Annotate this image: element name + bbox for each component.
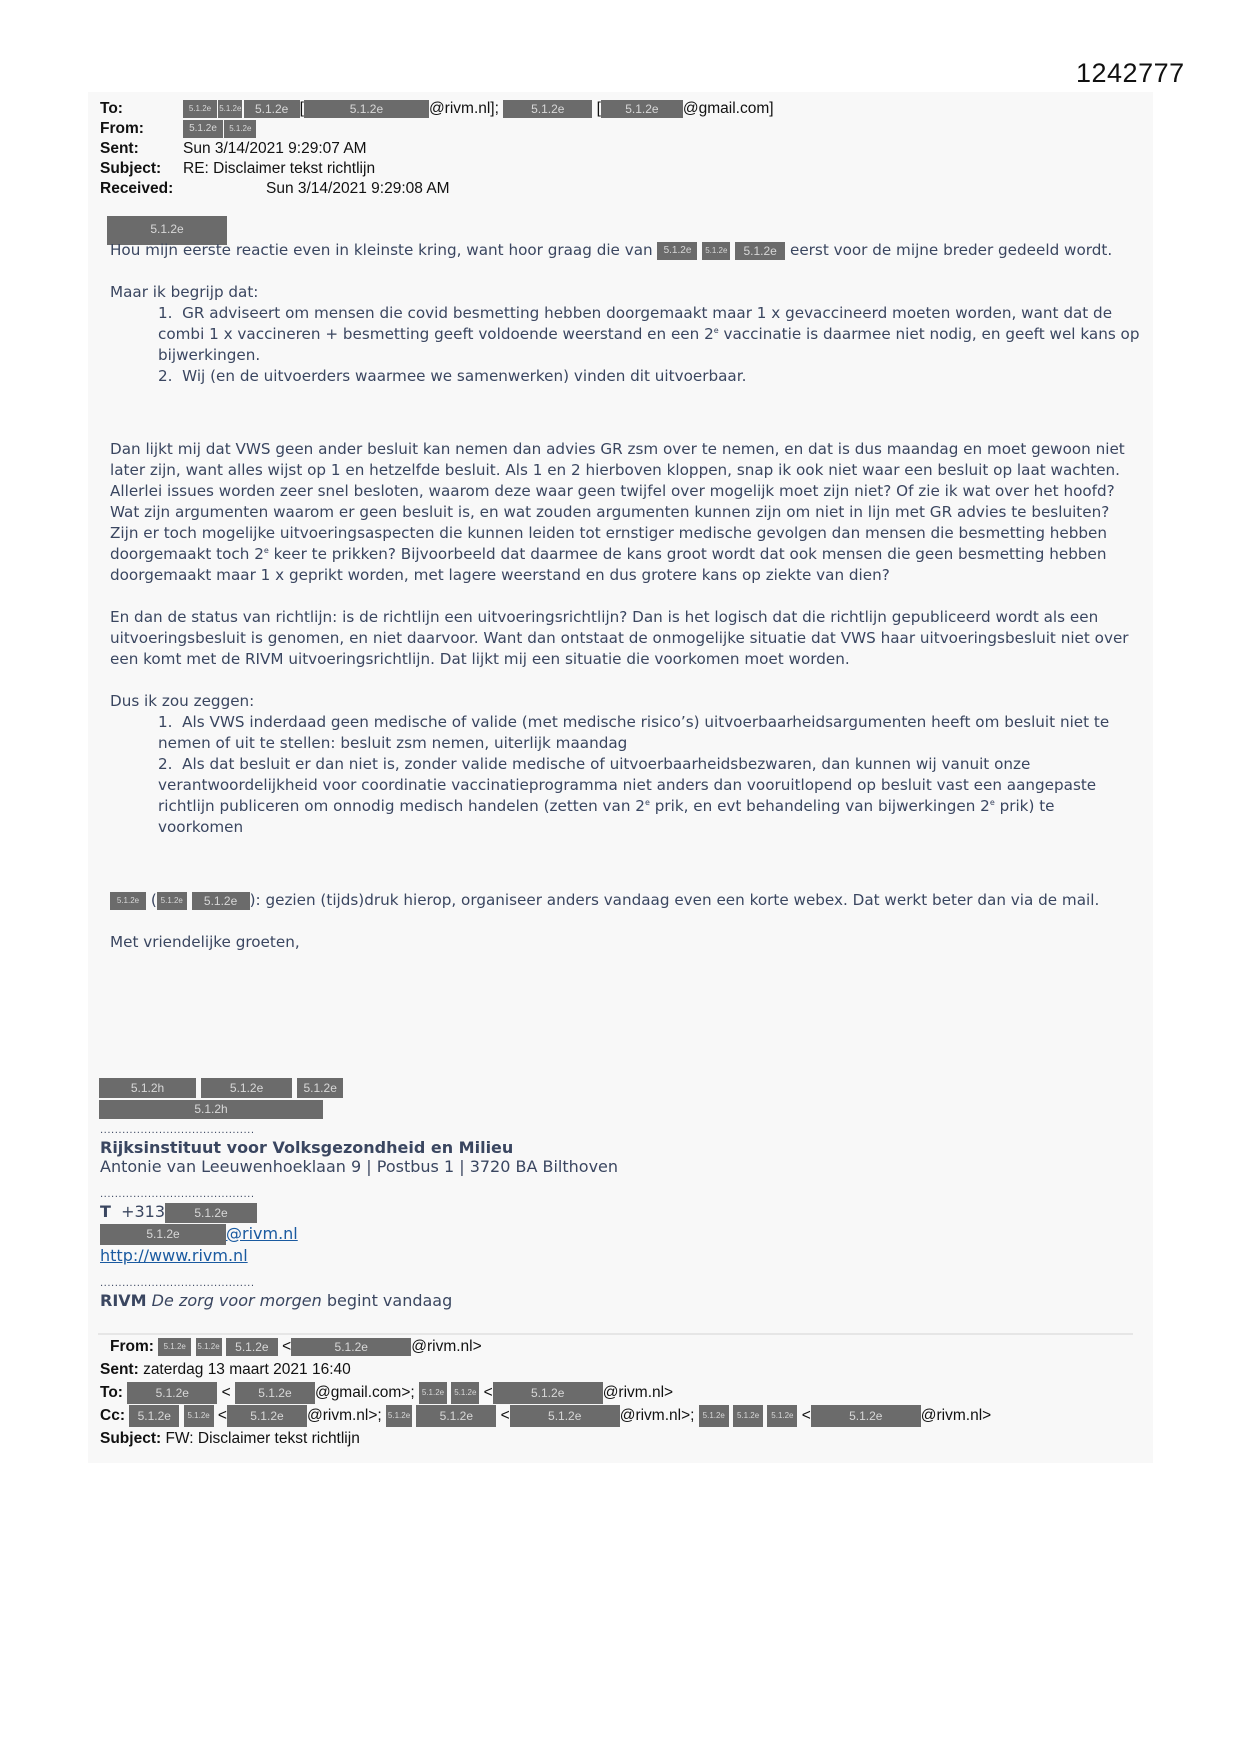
body-paragraph-1: Hou mijn eerste reactie even in kleinste kring, want hoor graag die van 5.1.2e 5.1.2e 5.1.2e eerst voor de mijne breder gedeeld wordt. bbox=[110, 241, 1113, 259]
redaction: 5.1.2e bbox=[416, 1405, 496, 1427]
redaction: 5.1.2e bbox=[192, 892, 250, 910]
body-paragraph-6: 5.1.2e ( 5.1.2e 5.1.2e ): gezien (tijds)druk hierop, organiseer anders vandaag even een korte webex. Dat werkt beter dan via de mail. bbox=[110, 890, 1140, 911]
org-name: Rijksinstituut voor Volksgezondheid en Milieu bbox=[100, 1138, 514, 1157]
redaction: 5.1.2e bbox=[702, 242, 730, 260]
fw-subject-row bbox=[100, 1428, 360, 1450]
redaction: 5.1.2e bbox=[304, 100, 429, 118]
fw-from-row: From: 5.1.2e 5.1.2e 5.1.2e < 5.1.2e @rivm.nl> bbox=[110, 1338, 482, 1355]
subject-value: RE: Disclaimer tekst richtlijn bbox=[183, 160, 376, 177]
website-link[interactable]: http://www.rivm.nl bbox=[100, 1245, 248, 1265]
dotted-divider: .......................................... bbox=[100, 1277, 255, 1289]
dotted-divider: .......................................... bbox=[100, 1189, 255, 1200]
fw-cc-row: Cc: 5.1.2e 5.1.2e < 5.1.2e @rivm.nl>; 5.1.2e 5.1.2e < 5.1.2e @rivm.nl>; 5.1.2e 5.1.2e 5.1.2e < 5.1.2e @rivm.nl> bbox=[100, 1405, 991, 1427]
email-row bbox=[100, 1223, 618, 1245]
redaction: 5.1.2e bbox=[510, 1405, 620, 1427]
email-link[interactable]: @rivm.nl bbox=[226, 1223, 298, 1243]
fw-to-gmail-suffix: @gmail.com>; bbox=[314, 1384, 415, 1402]
phone-row bbox=[100, 1202, 618, 1223]
phone-prefix: +313 bbox=[121, 1202, 166, 1221]
fw-subject-value: FW: Disclaimer tekst richtlijn bbox=[165, 1430, 360, 1447]
fw-from-label: From: bbox=[110, 1338, 154, 1355]
fw-sent-value: zaterdag 13 maart 2021 16:40 bbox=[143, 1361, 351, 1378]
fw-sent-row bbox=[100, 1359, 351, 1381]
header-to-row bbox=[100, 99, 774, 119]
header-sent-row bbox=[100, 139, 367, 159]
header-subject-row bbox=[100, 159, 375, 179]
redaction: 5.1.2e bbox=[218, 100, 242, 118]
list1-item-1: 1. GR adviseert om mensen die covid besmetting hebben doorgemaakt maar 1 x gevaccineerd moeten worden, want dat de combi 1 x vaccineren + besmetting geeft voldoende weerstand en een 2e vaccinatie is daarmee niet nodig, en geeft wel kans op bijwerkingen. bbox=[158, 304, 1140, 364]
redaction: 5.1.2h bbox=[99, 1100, 323, 1119]
redaction: 5.1.2e bbox=[291, 1338, 411, 1356]
redaction: 5.1.2e bbox=[657, 242, 697, 260]
redaction: 5.1.2e bbox=[127, 1382, 217, 1404]
fw-to-row: To: 5.1.2e < 5.1.2e @gmail.com>; 5.1.2e 5.1.2e < 5.1.2e @rivm.nl> bbox=[100, 1382, 673, 1404]
redaction: 5.1.2e bbox=[811, 1405, 921, 1427]
redaction: 5.1.2e bbox=[235, 1382, 315, 1404]
redaction: 5.1.2e bbox=[110, 892, 146, 910]
redaction: 5.1.2e bbox=[100, 1224, 226, 1245]
redaction: 5.1.2e bbox=[165, 1203, 257, 1223]
redaction: 5.1.2e bbox=[158, 1338, 191, 1356]
body-paragraph-2-intro: Maar ik begrijp dat: bbox=[110, 283, 259, 301]
redaction: 5.1.2e bbox=[601, 100, 683, 118]
redaction: 5.1.2e bbox=[226, 1338, 278, 1356]
fw-cc-label: Cc: bbox=[100, 1407, 125, 1425]
tagline: RIVM De zorg voor morgen begint vandaag bbox=[100, 1290, 453, 1310]
redaction: 5.1.2e bbox=[297, 1078, 343, 1098]
redaction: 5.1.2e bbox=[767, 1405, 797, 1427]
redaction: 5.1.2e bbox=[419, 1382, 447, 1404]
org-address: Antonie van Leeuwenhoeklaan 9 | Postbus 1 | 3720 BA Bilthoven bbox=[100, 1157, 619, 1176]
redaction: 5.1.2e bbox=[184, 1405, 214, 1427]
redaction: 5.1.2e bbox=[157, 892, 187, 910]
redaction: 5.1.2e bbox=[503, 100, 592, 118]
redaction: 5.1.2e bbox=[244, 100, 300, 118]
document-number: 1242777 bbox=[1076, 58, 1185, 88]
redaction: 5.1.2e bbox=[227, 1405, 307, 1427]
redaction: 5.1.2e bbox=[733, 1405, 763, 1427]
from-label: From: bbox=[100, 120, 144, 137]
fw-to-label: To: bbox=[100, 1384, 123, 1402]
redaction: 5.1.2e bbox=[493, 1382, 603, 1404]
bracket: [ bbox=[596, 100, 601, 117]
fw-to-rivm-suffix: @rivm.nl> bbox=[602, 1384, 674, 1402]
received-value: Sun 3/14/2021 9:29:08 AM bbox=[266, 180, 450, 197]
header-from-row bbox=[100, 119, 256, 139]
email-body bbox=[110, 240, 1140, 953]
fw-sent-label: Sent: bbox=[100, 1361, 139, 1378]
redaction-salutation: 5.1.2e bbox=[107, 216, 227, 245]
website-row bbox=[100, 1245, 618, 1267]
bracket: [ bbox=[299, 100, 304, 117]
subject-label: Subject: bbox=[100, 160, 162, 177]
dotted-divider: .......................................... bbox=[100, 1125, 255, 1136]
redaction: 5.1.2e bbox=[386, 1405, 412, 1427]
signature-block bbox=[100, 1126, 618, 1310]
redaction: 5.1.2e bbox=[196, 1338, 222, 1356]
to-rivm-suffix: @rivm.nl]; bbox=[428, 100, 499, 117]
forward-separator bbox=[98, 1333, 1133, 1335]
signature-redactions bbox=[99, 1077, 343, 1119]
redaction: 5.1.2e bbox=[699, 1405, 729, 1427]
redaction: 5.1.2e bbox=[201, 1078, 292, 1098]
body-paragraph-3: Dan lijkt mij dat VWS geen ander besluit kan nemen dan advies GR zsm over te nemen, en dat is dus maandag en moet gewoon niet later zijn, want alles wijst op 1 en hetzelfde besluit. Als 1 en 2 hierboven kloppen, snap ik ook niet waar een besluit op laat wachten. Allerlei issues worden zeer snel besloten, waarom deze waar geen twijfel over mogelijk moet zijn niet? Of zie ik wat over het hoofd? Wat zijn argumenten waarom er geen besluit is, en wat zouden argumenten kunnen zijn om niet in lijn met GR advies te besluiten? Zijn er toch mogelijke uitvoeringsaspecten die kunnen leiden tot ernstiger medische gevolgen dan mensen die besmetting hebben doorgemaakt toch 2e keer te prikken? Bijvoorbeeld dat daarmee de kans groot wordt dat ook mensen die geen besmetting hebben doorgemaakt maar 1 x geprikt worden, met lagere weerstand en dus grotere kans op ziekte van dien? bbox=[110, 440, 1125, 584]
to-label: To: bbox=[100, 100, 123, 117]
redaction: 5.1.2e bbox=[183, 120, 223, 138]
sent-label: Sent: bbox=[100, 140, 139, 157]
redaction: 5.1.2h bbox=[99, 1078, 196, 1098]
fw-from-suffix: @rivm.nl> bbox=[411, 1338, 482, 1355]
received-label: Received: bbox=[100, 180, 174, 197]
fw-subject-label: Subject: bbox=[100, 1430, 162, 1447]
redaction: 5.1.2e bbox=[183, 100, 217, 118]
list2-item-2: 2. Als dat besluit er dan niet is, zonder valide medische of uitvoerbaarheidsbezwaren, dan kunnen wij vanuit onze verantwoordelijkheid voor coordinatie vaccinatieprogramma niet anders dan vooruitlopend op besluit vast een aangepaste richtlijn publiceren om onnodig medisch handelen (zetten van 2e prik, en evt behandeling van bijwerkingen 2e prik) te voorkomen bbox=[158, 755, 1097, 836]
redaction: 5.1.2e bbox=[735, 242, 785, 260]
list1-item-2: 2. Wij (en de uitvoerders waarmee we samenwerken) vinden dit uitvoerbaar. bbox=[158, 367, 747, 385]
redaction: 5.1.2e bbox=[129, 1405, 179, 1427]
list2-item-1: 1. Als VWS inderdaad geen medische of valide (met medische risico’s) uitvoerbaarheidsargumenten heeft om besluit niet te nemen of uit te stellen: besluit zsm nemen, uiterlijk maandag bbox=[158, 713, 1110, 752]
header-received-row bbox=[100, 179, 450, 199]
phone-label: T bbox=[100, 1202, 111, 1221]
body-paragraph-5-intro: Dus ik zou zeggen: bbox=[110, 692, 255, 710]
redaction: 5.1.2e bbox=[451, 1382, 479, 1404]
to-gmail-suffix: @gmail.com] bbox=[682, 100, 774, 117]
closing: Met vriendelijke groeten, bbox=[110, 933, 300, 951]
sent-value: Sun 3/14/2021 9:29:07 AM bbox=[183, 140, 367, 157]
redaction: 5.1.2e bbox=[224, 120, 256, 138]
body-paragraph-4: En dan de status van richtlijn: is de richtlijn een uitvoeringsrichtlijn? Dan is het logisch dat die richtlijn gepubliceerd wordt als een uitvoeringsbesluit is genomen, en niet daarvoor. Want dan ontstaat de onmogelijke situatie dat VWS haar uitvoeringsbesluit niet over een komt met de RIVM uitvoeringsrichtlijn. Dat lijkt mij een situatie die voorkomen moet worden. bbox=[110, 608, 1129, 668]
